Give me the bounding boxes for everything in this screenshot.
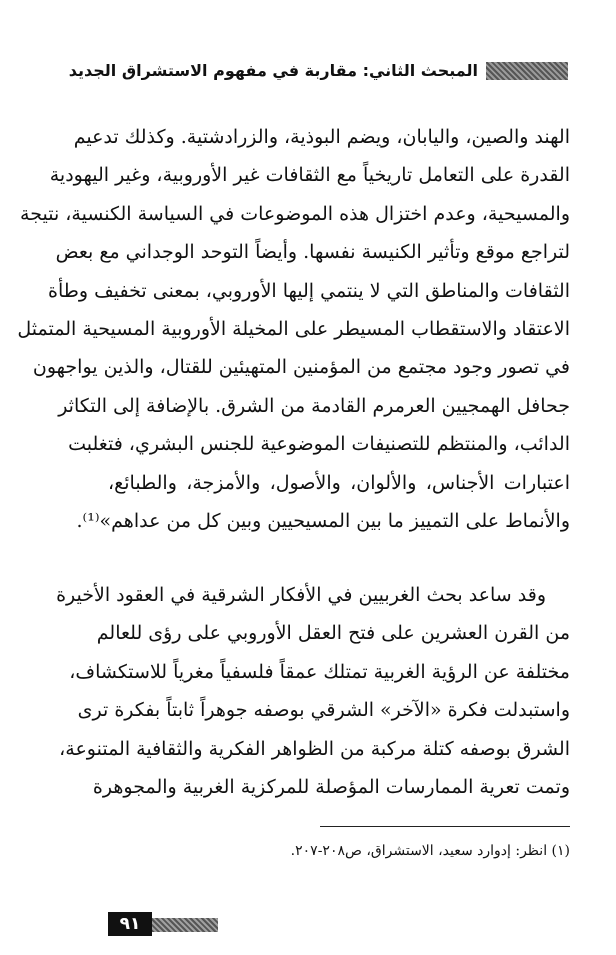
text-line: واستبدلت فكرة «الآخر» الشرقي بوصفه جوهراً ثابتاً بفكرة ترى — [77, 699, 570, 722]
header-title: المبحث الثاني: مقاربة في مفهوم الاستشراق الجديد — [68, 61, 478, 80]
text-line: الشرق بوصفه كتلة مركبة من الظواهر الفكرية والثقافية المتنوعة، — [59, 737, 570, 760]
text-line: القدرة على التعامل تاريخياً مع الثقافات غير الأوروبية، وغير اليهودية — [49, 164, 570, 187]
header-decoration — [486, 62, 568, 80]
text-line: الثقافات والمناطق التي لا ينتمي إليها الأوروبي، بمعنى تخفيف وطأة — [48, 279, 570, 302]
text-line: والأنماط على التمييز ما بين المسيحيين وبين كل من عداهم»⁽¹⁾. — [76, 510, 570, 533]
paragraph-1 — [17, 118, 570, 540]
footnote-separator — [320, 826, 570, 827]
footnote: (١) انظر: إدوارد سعيد، الاستشراق، ص٢٠٨-٢٠٧. — [290, 843, 570, 859]
text-line: الدائب، والمنتظم للتصنيفات الموضوعية للجنس البشري، فتغلبت — [68, 433, 570, 456]
text-line: لتراجع موقع وتأثير الكنيسة نفسها. وأيضاً التوحد الوجداني مع بعض — [55, 241, 570, 264]
running-header — [68, 58, 568, 84]
text-line: الهند والصين، واليابان، ويضم البوذية، والزرادشتية. وكذلك تدعيم — [73, 126, 570, 148]
text-line: في تصور وجود مجتمع من المؤمنين المتهيئين للقتال، والذين يواجهون — [32, 356, 570, 379]
text-line: مختلفة عن الرؤية الغربية تمتلك عمقاً فلسفياً مغرياً للاستكشاف، — [69, 660, 570, 683]
page-number-decoration — [152, 918, 218, 932]
paragraph-2 — [56, 576, 570, 806]
text-line: الاعتقاد والاستقطاب المسيطر على المخيلة الأوروبية المسيحية المتمثل — [17, 318, 570, 341]
text-line: وقد ساعد بحث الغربيين في الأفكار الشرقية في العقود الأخيرة — [56, 584, 546, 606]
text-line: وتمت تعرية الممارسات المؤصلة للمركزية الغربية والمجوهرة — [92, 776, 570, 799]
text-line: من القرن العشرين على فتح العقل الأوروبي على رؤى للعالم — [96, 622, 570, 645]
text-line: اعتبارات الأجناس، والألوان، والأصول، والأمزجة، والطبائع، — [108, 471, 570, 494]
text-line: جحافل الهمجيين العرمرم القادمة من الشرق. بالإضافة إلى التكاثر — [58, 394, 570, 417]
page-number: ٩١ — [108, 912, 152, 936]
text-line: والمسيحية، وعدم اختزال هذه الموضوعات في السياسة الكنسية، نتيجة — [20, 202, 570, 225]
